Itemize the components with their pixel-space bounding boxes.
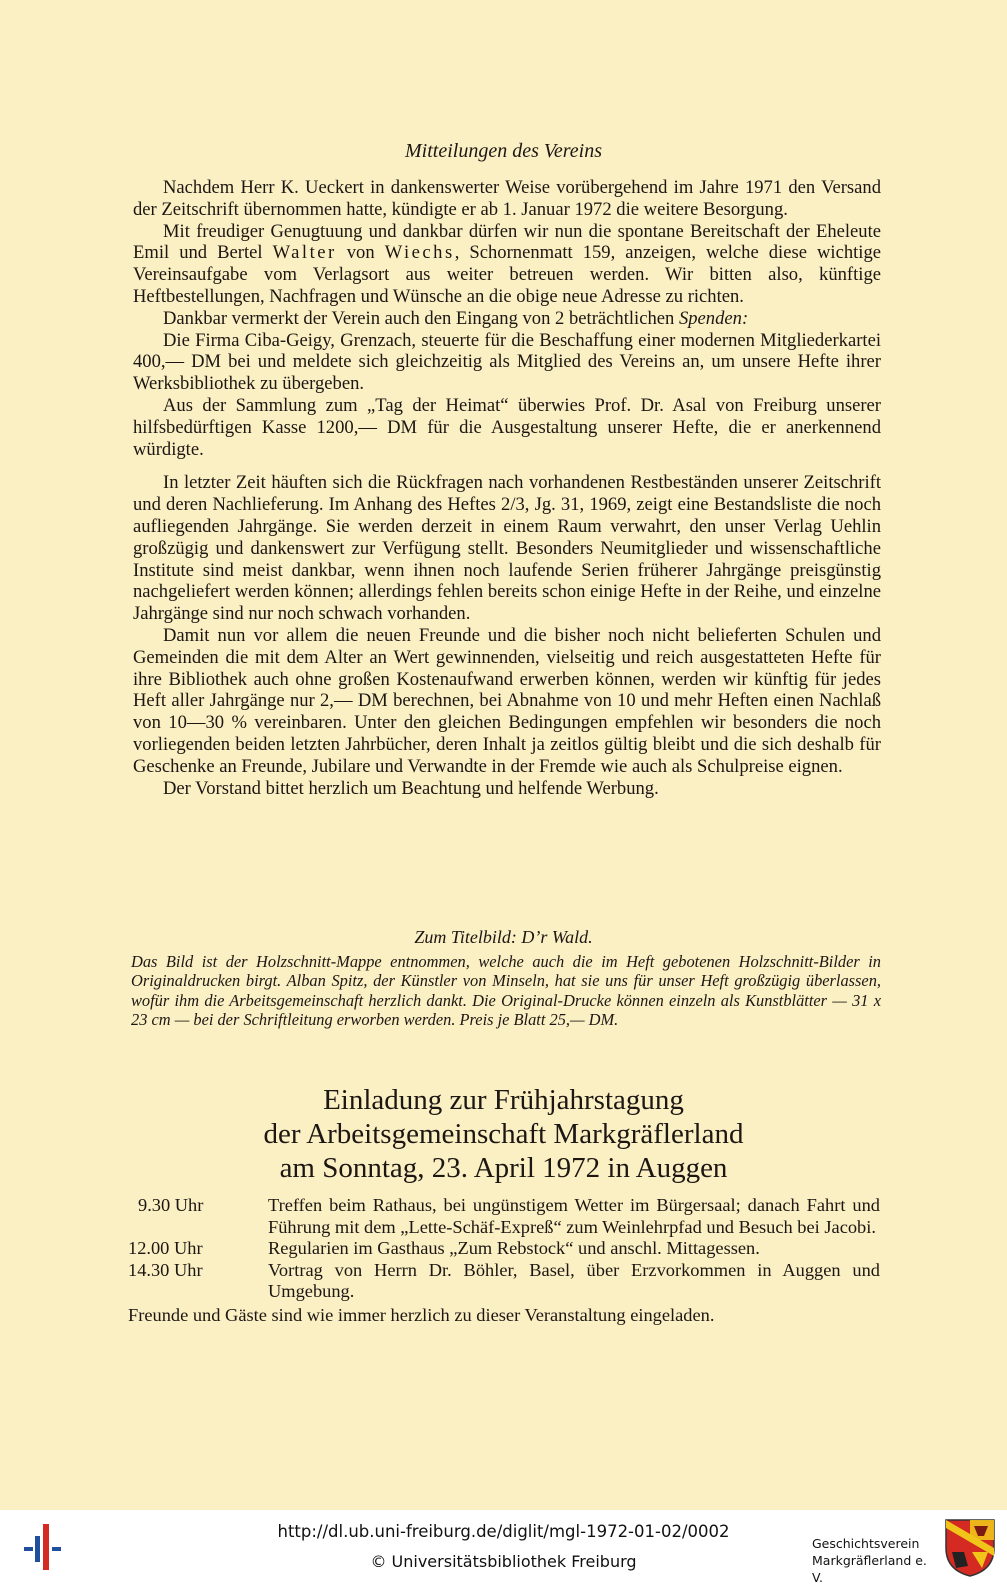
org-name: [812, 1535, 937, 1586]
schedule-row: [128, 1238, 880, 1260]
paragraph-5: Aus der Sammlung zum „Tag der Heimat“ überwies Prof. Dr. Asal von Freiburg unserer hilfsbedürftigen Kasse 1200,— DM für die Ausgestaltung unserer Hefte, die er anerkennend würdigte.: [133, 394, 881, 460]
schedule-row: [128, 1260, 880, 1303]
schedule-description: Vortrag von Herrn Dr. Böhler, Basel, über Erzvorkommen in Auggen und Umgebung.: [268, 1259, 880, 1302]
footer-url[interactable]: http://dl.ub.uni-freiburg.de/diglit/mgl-1972-01-02/0002: [277, 1522, 730, 1541]
markgraeflerland-crest-icon: [944, 1518, 996, 1578]
name-walter: Walter: [272, 242, 337, 264]
schedule-description: Regularien im Gasthaus „Zum Rebstock“ und anschl. Mittagessen.: [268, 1238, 760, 1259]
spenden-label: Spenden:: [678, 307, 749, 329]
paragraph-3: Dankbar vermerkt der Verein auch den Eingang von 2 beträchtlichen Spenden:: [163, 307, 749, 329]
invitation-text: Freunde und Gäste sind wie immer herzlich zu dieser Veranstaltung eingeladen.: [128, 1304, 715, 1325]
paragraph-8: Der Vorstand bittet herzlich um Beachtung und helfende Werbung.: [163, 777, 659, 799]
event-schedule: [128, 1195, 880, 1327]
paragraph-7: Damit nun vor allem die neuen Freunde und die bisher noch nicht belieferten Schulen und Gemeinden die mit dem Alter an Wert gewinnenden, vielseitig und reich ausgestatteten Hefte für ihre Bibliothek auch ohne großen Kostenaufwand erwerben können, werden wir künftig für jedes Heft aller Jahrgänge nur 2,— DM berechnen, bei Abnahme von 10 und mehr Heften einen Nachlaß von 10—30 % vereinbaren. Unter den gleichen Bedingungen empfehlen wir besonders die noch vorliegenden beiden letzten Jahrbücher, deren Inhalt ja zeitlos gültig bleibt und die sich deshalb für Geschenke an Freunde, Jubilare und Verwandte in der Fremde wie auch als Schulpreise eignen.: [133, 624, 881, 777]
schedule-row: [128, 1195, 880, 1238]
schedule-time: 12.00 Uhr: [128, 1238, 203, 1259]
paragraph-2: Mit freudiger Genugtuung und dankbar dürfen wir nun die spontane Bereitschaft der Eheleute Emil und Bertel Walter von Wiechs, Schornenmatt 159, anzeigen, welche diese wichtige Vereinsaufgabe vom Verlagsort aus weiter betreuen werden. Wir bitten also, künftige Heftbestellungen, Nachfragen und Wünsche an die obige neue Adresse zu richten.: [133, 220, 882, 307]
event-title-line: der Arbeitsgemeinschaft Markgräflerland: [263, 1118, 744, 1150]
schedule-time: 14.30 Uhr: [128, 1259, 203, 1280]
footer-copyright: © Universitätsbibliothek Freiburg: [370, 1552, 637, 1571]
paragraph-6: In letzter Zeit häuften sich die Rückfragen nach vorhandenen Restbeständen unserer Zeitschrift und deren Nachlieferung. Im Anhang des Heftes 2/3, Jg. 31, 1969, zeigt eine Bestandsliste die noch aufliegenden Jahrgänge. Sie werden derzeit in einem Raum verwahrt, den unser Verlag Uehlin großzügig und dankenswert zur Verfügung stellt. Besonders Neumitglieder und wissenschaftliche Institute sind meist dankbar, wenn ihnen noch laufende Serien früherer Jahrgänge preisgünstig nachgeliefert werden können; allerdings fehlen bereits schon einige Hefte in der Reihe, und einzelne Jahrgänge sind nur noch schwach vorhanden.: [133, 472, 881, 625]
event-title-line: am Sonntag, 23. April 1972 in Auggen: [279, 1152, 728, 1184]
page-heading: Mitteilungen des Vereins: [405, 140, 602, 162]
caption-title: Zum Titelbild: D’r Wald.: [414, 927, 593, 947]
schedule-description: Treffen beim Rathaus, bei ungünstigem Wetter im Bürgersaal; danach Fahrt und Führung mit dem „Lette-Schäf-Expreß“ zum Weinlehrpfad und Besuch bei Jacobi.: [268, 1195, 880, 1237]
paragraph-4: Die Firma Ciba-Geigy, Grenzach, steuerte für die Beschaffung einer modernen Mitgliederkartei 400,— DM bei und meldete sich gleichzeitig als Mitglied des Vereins an, um unsere Hefte ihrer Werksbibliothek zu übergeben.: [133, 329, 881, 395]
name-wiechs: Wiechs: [384, 242, 455, 264]
caption-paragraph: Das Bild ist der Holzschnitt-Mappe entnommen, welche auch die im Heft gebotenen Holzschnitt-Bilder in Originaldrucken birgt. Alban Spitz, der Künstler von Minseln, hat sie uns für unser Heft großzügig überlassen, wofür ihm die Arbeitsgemeinschaft herzlich dankt. Die Original-Drucke können einzeln als Kunstblätter — 31 x 23 cm — bei der Schriftleitung erworben werden. Preis je Blatt 25,— DM.: [131, 952, 881, 1030]
schedule-time: 9.30 Uhr: [138, 1195, 204, 1215]
org-name-line: Markgräflerland e. V.: [812, 1553, 927, 1585]
org-name-line: Geschichtsverein: [812, 1536, 920, 1551]
paragraph-1: Nachdem Herr K. Ueckert in dankenswerter Weise vorübergehend im Jahre 1971 den Versand der Zeitschrift übernommen hatte, kündigte er ab 1. Januar 1972 die weitere Besorgung.: [133, 177, 881, 220]
event-title-line: Einladung zur Frühjahrstagung: [323, 1084, 684, 1116]
caption-text: [131, 952, 881, 1030]
event-title: [0, 1083, 1007, 1185]
footer-bar: [0, 1510, 1007, 1585]
body-text: [133, 177, 881, 799]
